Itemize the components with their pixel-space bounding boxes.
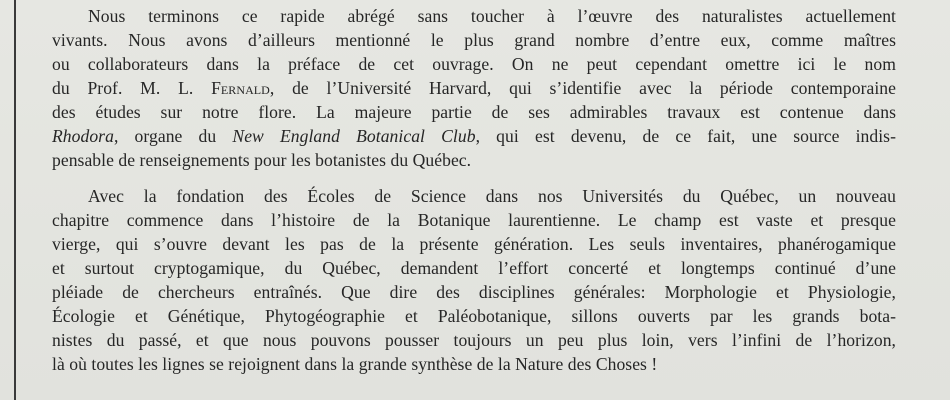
italic-text: Rhodora	[52, 126, 114, 146]
text-line: vivants. Nous avons d’ailleurs mentionné le plus grand nombre d’entre eux, comme maîtres	[52, 30, 896, 50]
paragraph-1	[52, 4, 896, 172]
text-line: pensable de renseignements pour les botanistes du Québec.	[52, 150, 472, 170]
paragraph-2	[52, 184, 896, 376]
text-line: ou collaborateurs dans la préface de cet ouvrage. On ne peut cependant omettre ici le nom	[52, 54, 896, 74]
small-caps-name: Fernald	[211, 78, 270, 98]
italic-text: New England Botanical Club	[232, 126, 476, 146]
text-line: pléiade de chercheurs entraînés. Que dire des disciplines générales: Morphologie et Physiologie,	[52, 282, 896, 302]
text-line: des études sur notre flore. La majeure partie de ses admirables travaux est contenue dans	[52, 102, 896, 122]
text-line: Rhodora, organe du New England Botanical Club, qui est devenu, de ce fait, une source indis-	[52, 126, 896, 146]
text-line: nistes du passé, et que nous pouvons pousser toujours un peu plus loin, vers l’infini de l’horizon,	[52, 330, 896, 350]
text-line: vierge, qui s’ouvre devant les pas de la présente génération. Les seuls inventaires, phanérogamique	[52, 234, 896, 254]
text-line: Avec la fondation des Écoles de Science dans nos Universités du Québec, un nouveau	[88, 186, 896, 206]
text-line: là où toutes les lignes se rejoignent dans la grande synthèse de la Nature des Choses !	[52, 354, 658, 374]
text-line: Nous terminons ce rapide abrégé sans toucher à l’œuvre des naturalistes actuellement	[88, 6, 896, 26]
text-line: et surtout cryptogamique, du Québec, demandent l’effort concerté et longtemps continué d’une	[52, 258, 896, 278]
text-line: chapitre commence dans l’histoire de la Botanique laurentienne. Le champ est vaste et presque	[52, 210, 896, 230]
paragraph-spacing	[52, 172, 896, 184]
text-line: du Prof. M. L. Fernald, de l’Université Harvard, qui s’identifie avec la période contemporaine	[52, 78, 896, 98]
page-edge-rule	[14, 0, 16, 400]
body-text	[52, 4, 896, 376]
text-line: Écologie et Génétique, Phytogéographie et Paléobotanique, sillons ouverts par les grands bota-	[52, 306, 896, 326]
